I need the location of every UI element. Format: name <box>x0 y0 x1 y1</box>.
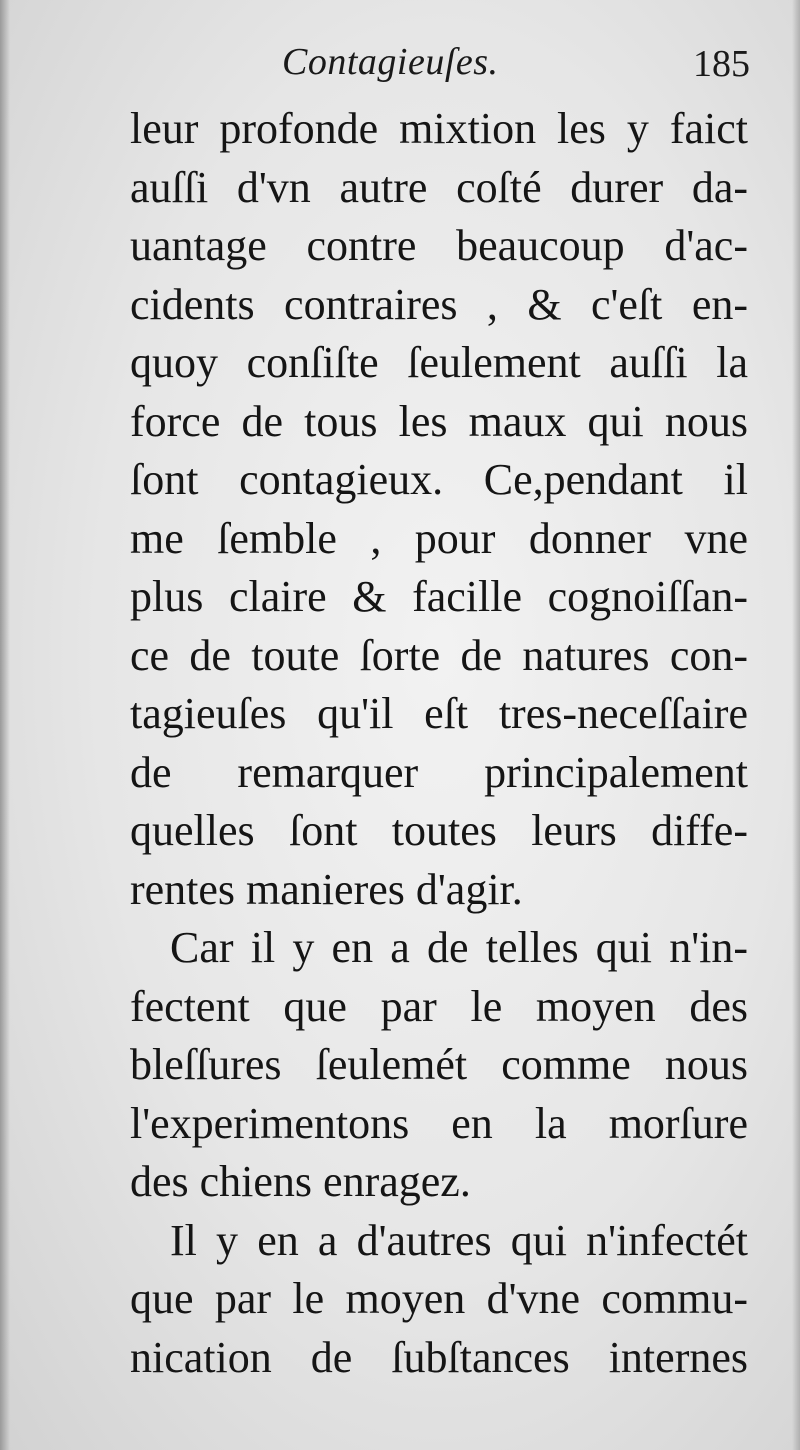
text-line: rentes manieres d'agir. <box>130 864 523 914</box>
text-line: bleſſures ſeulemét comme nous <box>130 1040 748 1089</box>
text-line: des chiens enragez. <box>130 1157 471 1206</box>
text-line: plus claire & facille cognoiſſan- <box>130 572 748 621</box>
text-line: tagieuſes qu'il eſt tres-neceſſaire <box>130 689 748 738</box>
text-line: force de tous les maux qui nous <box>130 396 748 446</box>
page-number: 185 <box>693 43 750 85</box>
text-line: de remarquer principalement <box>130 747 748 797</box>
page-header <box>0 38 800 98</box>
text-line: ce de toute ſorte de natures con- <box>130 630 748 680</box>
text-line: cidents contraires , & c'eſt en- <box>130 279 748 329</box>
text-line: fectent que par le moyen des <box>130 981 748 1031</box>
running-head: Contagieuſes. <box>282 41 499 83</box>
text-line: Il y en a d'autres qui n'infectét <box>170 1215 748 1265</box>
body-text <box>130 100 748 1387</box>
text-line: leur profonde mixtion les y faict <box>130 104 748 153</box>
text-line: ſont contagieux. Ce,pendant il <box>130 455 748 504</box>
text-line: quelles ſont toutes leurs diffe- <box>130 806 748 855</box>
text-line: quoy conſiſte ſeulement auſſi la <box>130 338 748 387</box>
text-line: Car il y en a de telles qui n'in- <box>170 923 748 972</box>
text-line: uantage contre beaucoup d'ac- <box>130 221 748 270</box>
text-line: auſſi d'vn autre coſté durer da- <box>130 162 748 212</box>
text-line: nication de ſubſtances internes <box>130 1332 748 1382</box>
text-line: me ſemble , pour donner vne <box>130 513 748 563</box>
page-edge-left <box>0 0 10 1450</box>
page-edge-right <box>792 0 800 1450</box>
text-line: que par le moyen d'vne commu- <box>130 1274 748 1323</box>
text-line: l'experimentons en la morſure <box>130 1098 748 1148</box>
